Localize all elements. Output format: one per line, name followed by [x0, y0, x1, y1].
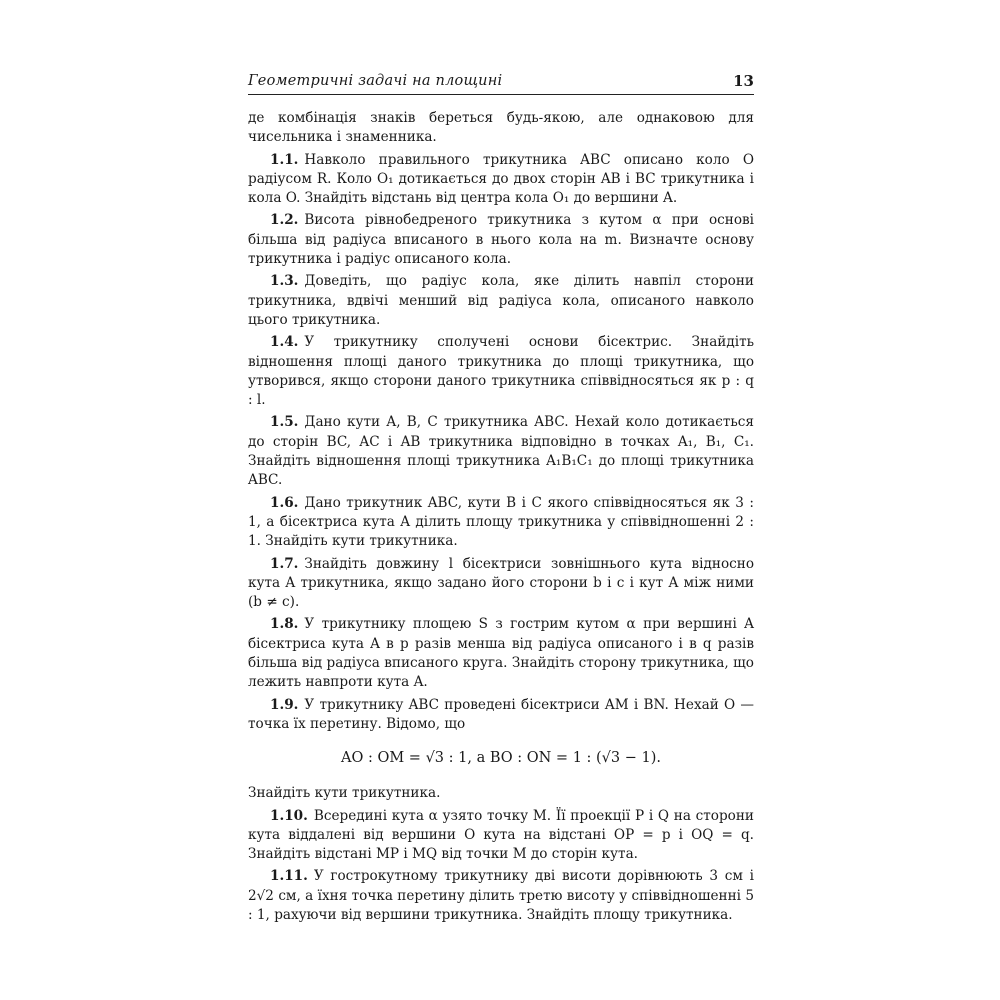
problem-text: Навколо правильного трикутника ABC описано коло O радіусом R. Коло O₁ дотикається до двох сторін AB і BC трикутника і кола O. Знайдіть відстань від центра кола O₁ до вершини A.	[248, 151, 754, 207]
problem-label: 1.9.	[270, 696, 299, 713]
problem-text: У трикутнику площею S з гострим кутом α при вершині A бісектриса кута A в p разів менша від радіуса описаного і в q разів більша від радіуса вписаного круга. Знайдіть сторону трикутника, що лежить навпроти кута A.	[248, 616, 754, 691]
problem-1-6	[248, 494, 754, 552]
problem-text: Всередині кута α узято точку M. Її проекції P і Q на сторони кута віддалені від вершини O кута на відстані OP = p і OQ = q. Знайдіть відстані MP і MQ від точки M до сторін кута.	[248, 807, 754, 863]
problem-1-9	[248, 696, 754, 735]
problem-label: 1.8.	[270, 616, 299, 633]
formula-1-9: AO : OM = √3 : 1, а BO : ON = 1 : (√3 − 1).	[341, 750, 661, 767]
problem-text: У трикутнику сполучені основи бісектрис. Знайдіть відношення площі даного трикутника до площі трикутника, що утворився, якщо сторони даного трикутника співвідносяться як p : q : l.	[248, 334, 754, 409]
problem-1-3	[248, 272, 754, 330]
problem-1-11	[248, 867, 754, 925]
problem-text: Дано трикутник ABC, кути B і C якого співвідносяться як 3 : 1, а бісектриса кута A ділить площу трикутника у співвідношенні 2 : 1. Знайдіть кути трикутника.	[248, 494, 754, 550]
problem-label: 1.3.	[270, 273, 299, 290]
problem-text: Висота рівнобедреного трикутника з кутом α при основі більша від радіуса вписаного в нього кола на m. Визначте основу трикутника і радіус описаного кола.	[248, 212, 754, 268]
problem-label: 1.4.	[270, 334, 299, 351]
problem-1-1	[248, 151, 754, 209]
problem-1-7	[248, 555, 754, 613]
page-body	[248, 109, 754, 925]
header-title: Геометричні задачі на площині	[248, 73, 503, 89]
problem-text: У трикутнику ABC проведені бісектриси AM і BN. Нехай O — точка їх перетину. Відомо, що	[248, 696, 754, 732]
problem-1-8	[248, 615, 754, 692]
problem-label: 1.2.	[270, 212, 299, 229]
problem-label: 1.11.	[270, 868, 308, 885]
problem-text: Знайдіть довжину l бісектриси зовнішнього кута відносно кута A трикутника, якщо задано його сторони b і c і кут A між ними (b ≠ c).	[248, 555, 754, 611]
book-page	[248, 70, 754, 928]
problem-1-10	[248, 807, 754, 865]
problem-text: У гострокутному трикутнику дві висоти дорівнюють 3 см і 2√2 см, а їхня точка перетину ділить третю висоту у співвідношенні 5 : 1, рахуючи від вершини трикутника. Знайдіть площу трикутника.	[248, 868, 754, 923]
problem-label: 1.10.	[270, 807, 308, 824]
problem-label: 1.5.	[270, 414, 299, 431]
running-header	[248, 70, 754, 95]
problem-text: Дано кути A, B, C трикутника ABC. Нехай коло дотикається до сторін BC, AC і AB трикутника відповідно в точках A₁, B₁, C₁. Знайдіть відношення площі трикутника A₁B₁C₁ до площі трикутника ABC.	[248, 414, 754, 489]
problem-1-4	[248, 333, 754, 410]
intro-paragraph: де комбінація знаків береться будь-якою, але однаковою для чисельника і знаменника.	[248, 110, 754, 146]
after-formula-text: Знайдіть кути трикутника.	[248, 785, 441, 802]
problem-label: 1.1.	[270, 151, 299, 168]
page-number: 13	[733, 72, 754, 90]
problem-1-5	[248, 413, 754, 490]
problem-1-2	[248, 211, 754, 269]
problem-label: 1.6.	[270, 494, 299, 511]
problem-label: 1.7.	[270, 555, 299, 572]
problem-text: Доведіть, що радіус кола, яке ділить навпіл сторони трикутника, вдвічі менший від радіуса кола, описаного навколо цього трикутника.	[248, 273, 754, 328]
